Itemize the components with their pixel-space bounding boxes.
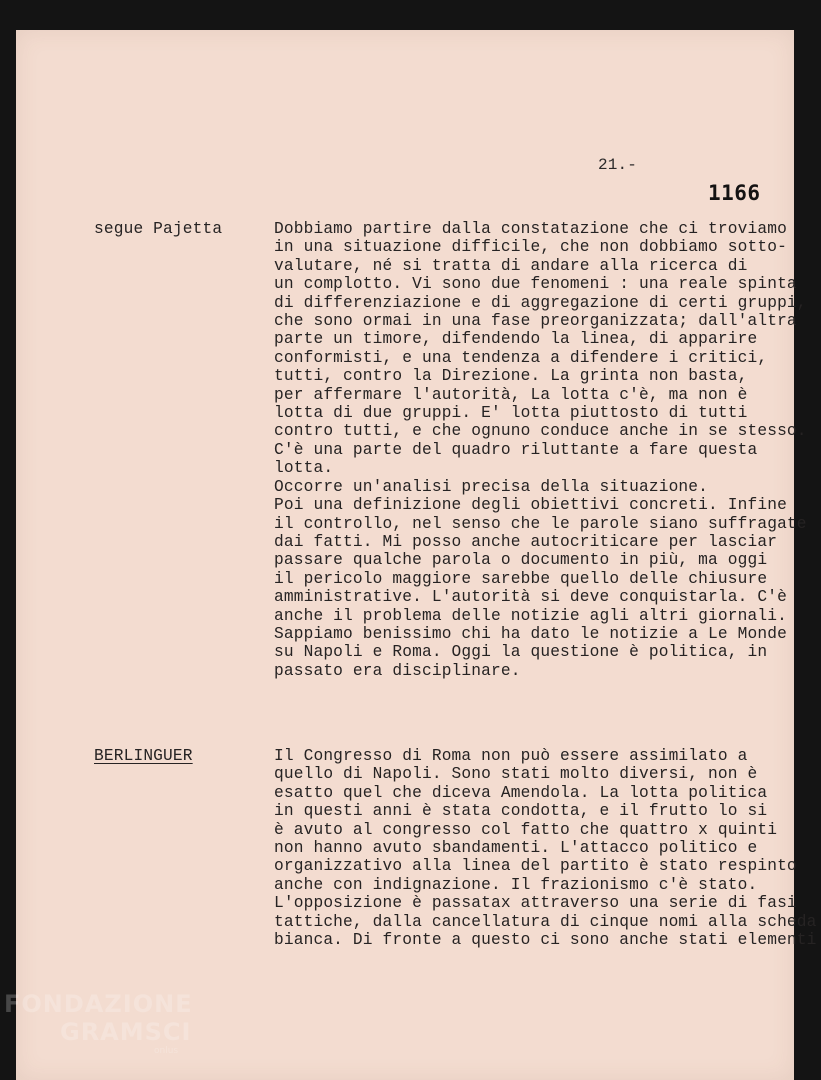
watermark-line-3: onlus (154, 1046, 179, 1056)
text-line: anche il problema delle notizie agli altri giornali. (274, 606, 787, 625)
text-line: Il Congresso di Roma non può essere assimilato a (274, 747, 748, 765)
text-line: valutare, né si tratta di andare alla ricerca di (274, 256, 748, 275)
text-line: amministrative. L'autorità si deve conquistarla. C'è (274, 588, 787, 607)
text-line: passare qualche parola o documento in più, ma oggi (274, 551, 768, 570)
text-line: Poi una definizione degli obiettivi concreti. Infine (274, 496, 787, 515)
text-line: conformisti, e una tendenza a difendere i critici, (274, 348, 768, 367)
text-line: lotta di due gruppi. E' lotta piuttosto di tutti (274, 404, 748, 423)
watermark-line-2: GRAMSCI (60, 1018, 192, 1046)
text-line: bianca. Di fronte a questo ci sono anche stati elementi (274, 931, 817, 950)
text-line: un complotto. Vi sono due fenomeni : una reale spinta (274, 275, 797, 294)
text-line: in una situazione difficile, che non dobbiamo sotto- (274, 238, 787, 257)
text-line: passato era disciplinare. (274, 661, 521, 680)
text-line: Dobbiamo partire dalla constatazione che ci troviamo (274, 220, 787, 238)
text-line: quello di Napoli. Sono stati molto diversi, non è (274, 765, 758, 784)
text-line: dai fatti. Mi posso anche autocriticare per lasciar (274, 532, 778, 551)
text-line: tutti, contro la Direzione. La grinta non basta, (274, 367, 748, 386)
text-line: contro tutti, e che ognuno conduce anche in se stesso. (274, 422, 807, 441)
speaker-label-pajetta: segue Pajetta (94, 220, 223, 238)
text-line: il pericolo maggiore sarebbe quello delle chiusure (274, 569, 768, 588)
paragraph-berlinguer (274, 747, 817, 950)
text-line: Occorre un'analisi precisa della situazione. (274, 477, 709, 496)
text-line: per affermare l'autorità, La lotta c'è, ma non è (274, 385, 748, 404)
paragraph-pajetta (274, 220, 814, 680)
text-line: in questi anni è stata condotta, e il frutto lo si (274, 802, 768, 821)
text-line: organizzativo alla linea del partito è stato respinto (274, 857, 797, 876)
text-line: il controllo, nel senso che le parole siano suffragate (274, 514, 807, 533)
page-number: 21.- (598, 156, 638, 174)
text-line: anche con indignazione. Il frazionismo c'è stato. (274, 875, 758, 894)
text-line: L'opposizione è passatax attraverso una serie di fasi (274, 894, 797, 913)
speaker-label-berlinguer: BERLINGUER (94, 747, 193, 765)
text-line: tattiche, dalla cancellatura di cinque nomi alla scheda (274, 912, 817, 931)
text-line: Sappiamo benissimo chi ha dato le notizie a Le Monde (274, 624, 787, 643)
text-line: non hanno avuto sbandamenti. L'attacco politico e (274, 839, 758, 858)
text-line: parte un timore, difendendo la linea, di apparire (274, 330, 758, 349)
fondazione-gramsci-watermark (4, 990, 193, 1056)
archive-stamp-number: 1166 (708, 181, 761, 205)
text-line: lotta. (274, 459, 334, 478)
text-line: esatto quel che diceva Amendola. La lotta politica (274, 783, 768, 802)
text-line: C'è una parte del quadro riluttante a fare questa (274, 440, 758, 459)
text-line: di differenziazione e di aggregazione di certi gruppi, (274, 293, 807, 312)
typewritten-page (16, 30, 817, 1080)
text-line: su Napoli e Roma. Oggi la questione è politica, in (274, 643, 768, 662)
text-line: che sono ormai in una fase preorganizzata; dall'altra (274, 312, 797, 331)
watermark-line-1: FONDAZIONE (4, 990, 193, 1018)
text-line: è avuto al congresso col fatto che quattro x quinti (274, 820, 778, 839)
